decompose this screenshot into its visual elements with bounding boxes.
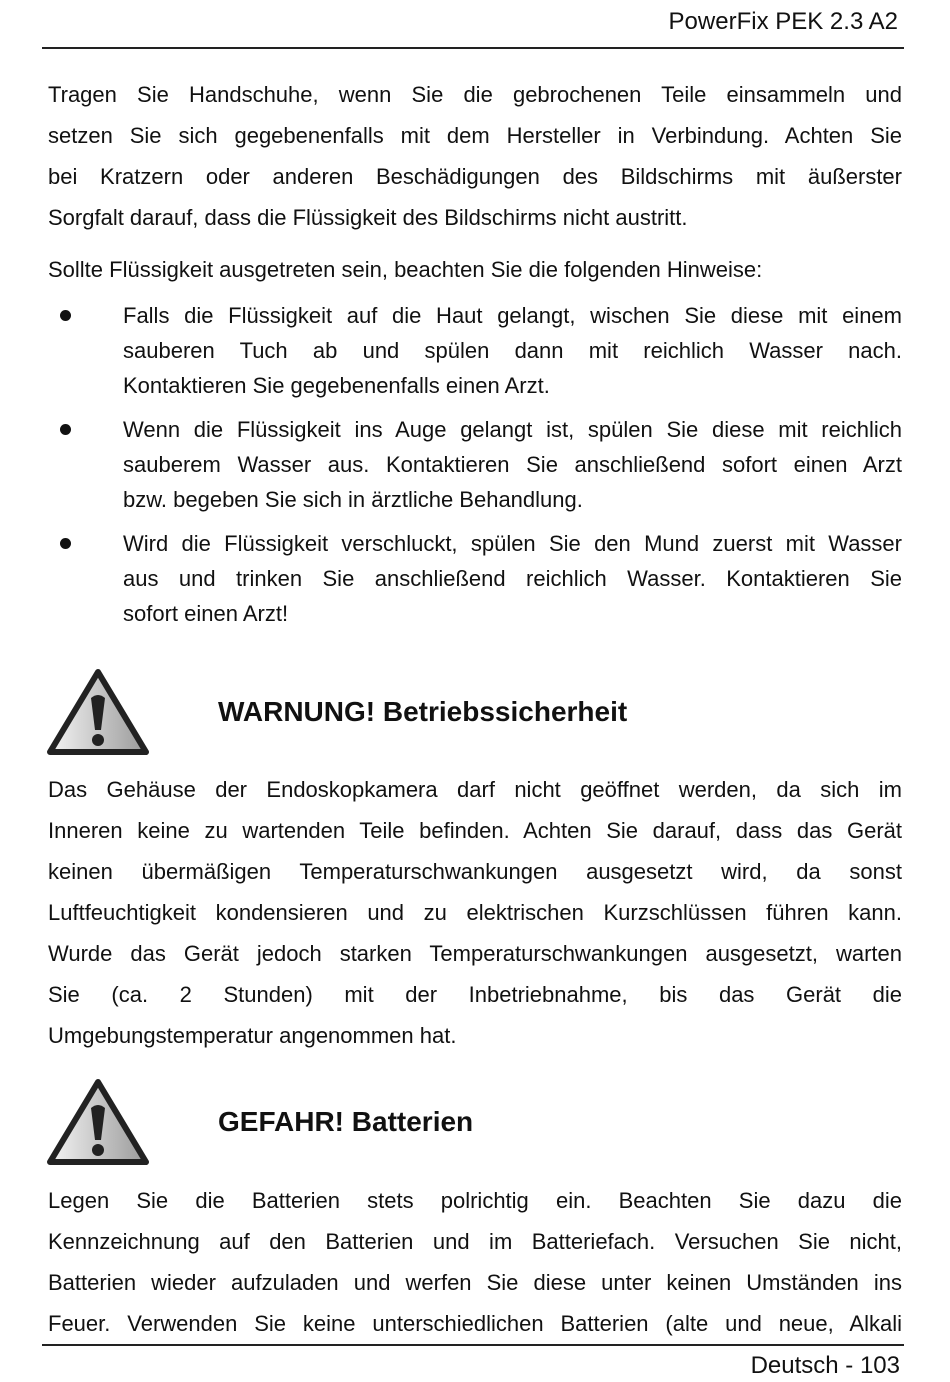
text-line: Sorgfalt darauf, dass die Flüssigkeit des Bildschirms nicht austritt. xyxy=(48,205,688,230)
text-line: Falls die Flüssigkeit auf die Haut gelangt, wischen Sie diese mit einem xyxy=(123,303,902,328)
text-line: aus und trinken Sie anschließend reichlich Wasser. Kontaktieren Sie xyxy=(123,566,902,591)
text-line: Sie (ca. 2 Stunden) mit der Inbetriebnahme, bis das Gerät die xyxy=(48,982,902,1007)
text-line: Wenn die Flüssigkeit ins Auge gelangt ist, spülen Sie diese mit reichlich xyxy=(123,417,902,442)
text-line: sauberen Tuch ab und spülen dann mit reichlich Wasser nach. xyxy=(123,338,902,363)
warning-triangle-icon xyxy=(46,668,150,756)
bullet-icon xyxy=(60,424,71,435)
text-line: Legen Sie die Batterien stets polrichtig ein. Beachten Sie dazu die xyxy=(48,1188,902,1213)
text-line: Sollte Flüssigkeit ausgetreten sein, beachten Sie die folgenden Hinweise: xyxy=(48,257,763,282)
text-line: bei Kratzern oder anderen Beschädigungen des Bildschirms mit äußerster xyxy=(48,164,902,189)
list-item xyxy=(48,526,902,631)
text-line: sofort einen Arzt! xyxy=(123,601,289,626)
text-line: Kontaktieren Sie gegebenenfalls einen Arzt. xyxy=(123,373,550,398)
list-item xyxy=(48,298,902,403)
warning-heading-operational-safety: WARNUNG! Betriebssicherheit xyxy=(218,696,628,727)
text-line: bzw. begeben Sie sich in ärztliche Behandlung. xyxy=(123,487,583,512)
paragraph-fluid-intro xyxy=(48,249,902,290)
danger-triangle-icon xyxy=(46,1078,150,1166)
page-number: Deutsch - 103 xyxy=(750,1352,900,1379)
text-line: Inneren keine zu wartenden Teile befinden. Achten Sie darauf, dass das Gerät xyxy=(48,818,902,843)
text-line: Das Gehäuse der Endoskopkamera darf nicht geöffnet werden, da sich im xyxy=(48,777,902,802)
bullet-list xyxy=(48,298,902,640)
footer-divider xyxy=(42,1344,904,1346)
text-line: Umgebungstemperatur angenommen hat. xyxy=(48,1023,457,1048)
text-line: Luftfeuchtigkeit kondensieren und zu elektrischen Kurzschlüssen führen kann. xyxy=(48,900,902,925)
text-line: setzen Sie sich gegebenenfalls mit dem Hersteller in Verbindung. Achten Sie xyxy=(48,123,902,148)
paragraph-operational-safety xyxy=(48,769,902,1056)
text-line: Feuer. Verwenden Sie keine unterschiedlichen Batterien (alte und neue, Alkali xyxy=(48,1311,902,1336)
list-item xyxy=(48,412,902,517)
text-line: sauberem Wasser aus. Kontaktieren Sie anschließend sofort einen Arzt xyxy=(123,452,902,477)
bullet-icon xyxy=(60,310,71,321)
text-line: Kennzeichnung auf den Batterien und im Batteriefach. Versuchen Sie nicht, xyxy=(48,1229,902,1254)
text-line: keinen übermäßigen Temperaturschwankungen ausgesetzt wird, da sonst xyxy=(48,859,902,884)
header-divider xyxy=(42,47,904,49)
text-line: Wird die Flüssigkeit verschluckt, spülen Sie den Mund zuerst mit Wasser xyxy=(123,531,902,556)
text-line: Batterien wieder aufzuladen und werfen Sie diese unter keinen Umständen ins xyxy=(48,1270,902,1295)
paragraph-gloves xyxy=(48,74,902,238)
paragraph-batteries xyxy=(48,1180,902,1344)
document-header-title: PowerFix PEK 2.3 A2 xyxy=(668,8,898,35)
danger-heading-batteries: GEFAHR! Batterien xyxy=(218,1106,474,1137)
bullet-icon xyxy=(60,538,71,549)
text-line: Wurde das Gerät jedoch starken Temperaturschwankungen ausgesetzt, warten xyxy=(48,941,902,966)
text-line: Tragen Sie Handschuhe, wenn Sie die gebrochenen Teile einsammeln und xyxy=(48,82,902,107)
